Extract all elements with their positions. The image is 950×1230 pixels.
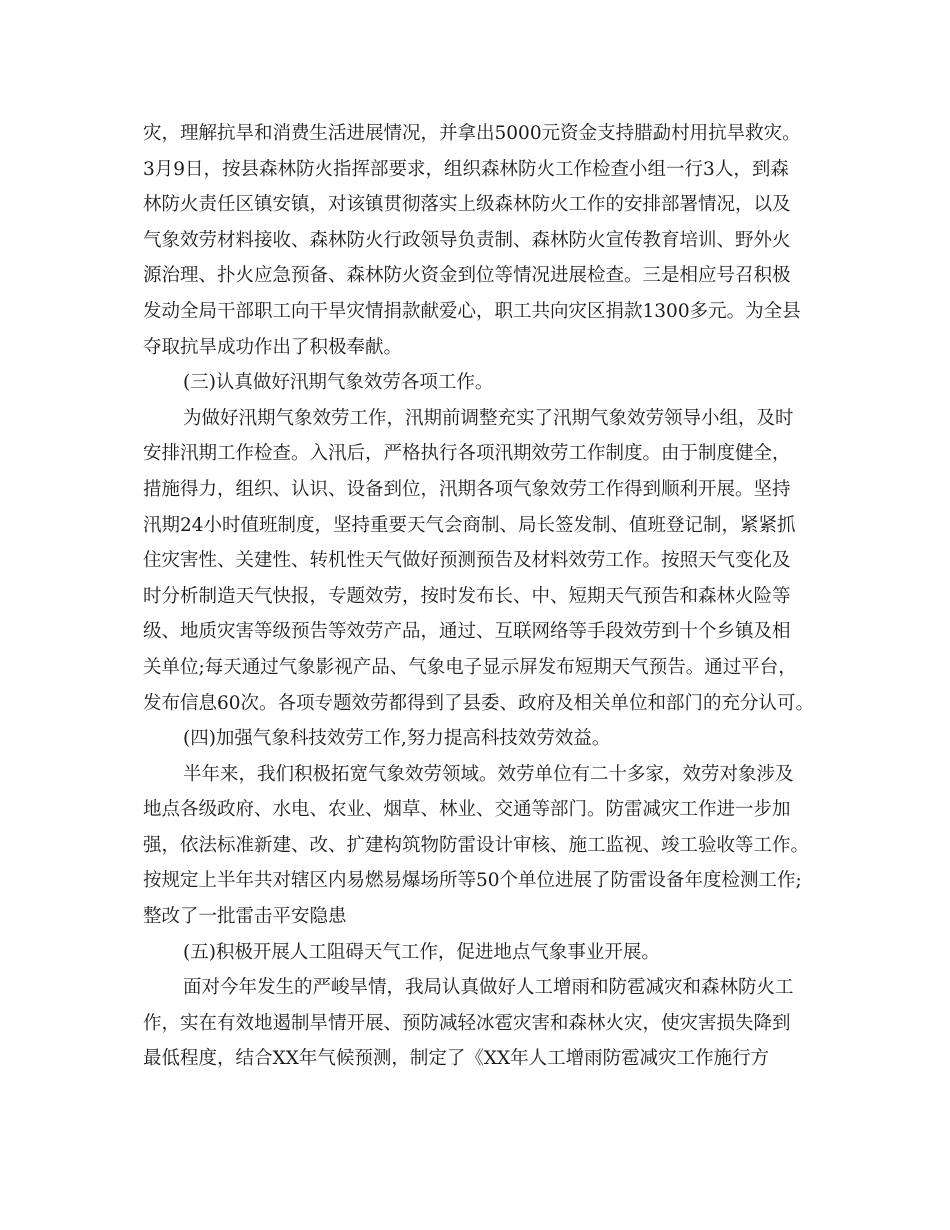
text-line: 汛期24小时值班制度，坚持重要天气会商制、局长签发制、值班登记制，紧紧抓: [143, 514, 796, 536]
text-line: 灾，理解抗旱和消费生活进展情况，并拿出5000元资金支持腊勐村用抗旱救灾。: [143, 123, 801, 144]
paragraph-first-line: (五)积极开展人工阻碍天气工作，促进地点气象事业开展。: [183, 941, 660, 963]
text-line: 发布信息60次。各项专题效劳都得到了县委、政府及相关单位和部门的充分认可。: [143, 692, 815, 714]
paragraph-first-line: 半年来，我们积极拓宽气象效劳领域。效劳单位有二十多家，效劳对象涉及: [183, 763, 794, 785]
text-line: 源治理、扑火应急预备、森林防火资金到位等情况进展检查。三是相应号召积极: [143, 265, 791, 287]
text-line: 林防火责任区镇安镇，对该镇贯彻落实上级森林防火工作的安排部署情况，以及: [143, 194, 791, 216]
text-line: 强，依法标准新建、改、扩建构筑物防雷设计审核、施工监视、竣工验收等工作。: [143, 834, 810, 856]
document-body: [143, 116, 828, 1077]
text-line: 关单位;每天通过气象影视产品、气象电子显示屏发布短期天气预告。通过平台，: [143, 656, 797, 678]
text-line: 整改了一批雷击平安隐患: [143, 906, 347, 928]
paragraph-first-line: 为做好汛期气象效劳工作，汛期前调整充实了汛期气象效劳领导小组，及时: [183, 407, 794, 429]
text-line: 住灾害性、关建性、转机性天气做好预测预告及材料效劳工作。按照天气变化及: [143, 550, 791, 572]
text-line: 3月9日，按县森林防火指挥部要求，组织森林防火工作检查小组一行3人，到森: [143, 158, 789, 180]
text-line: 按规定上半年共对辖区内易燃易爆场所等50个单位进展了防雷设备年度检测工作;: [143, 870, 802, 892]
text-line: 级、地质灾害等级预告等效劳产品，通过、互联网络等手段效劳到十个乡镇及相: [143, 621, 791, 643]
text-line: 气象效劳材料接收、森林防火行政领导负责制、森林防火宣传教育培训、野外火: [143, 229, 791, 251]
paragraph-first-line: 面对今年发生的严峻旱情，我局认真做好人工增雨和防雹减灾和森林防火工: [183, 977, 794, 999]
text-line: 夺取抗旱成功作出了积极奉献。: [143, 336, 403, 358]
paragraph-first-line: (三)认真做好汛期气象效劳各项工作。: [183, 372, 494, 394]
text-line: 最低程度，结合XX年气候预测，制定了《XX年人工增雨防雹减灾工作施行方: [143, 1048, 770, 1070]
text-line: 安排汛期工作检查。入汛后，严格执行各项汛期效劳工作制度。由于制度健全，: [143, 443, 791, 465]
text-line: 作，实在有效地遏制旱情开展、预防减轻冰雹灾害和森林火灾，使灾害损失降到: [143, 1012, 791, 1034]
text-line: 地点各级政府、水电、农业、烟草、林业、交通等部门。防雷减灾工作进一步加: [143, 799, 791, 821]
text-line: 措施得力，组织、认识、设备到位，汛期各项气象效劳工作得到顺利开展。坚持: [143, 478, 791, 500]
paragraph-first-line: (四)加强气象科技效劳工作,努力提高科技效劳效益。: [183, 728, 611, 750]
text-line: 发动全局干部职工向干旱灾情捐款献爱心，职工共向灾区捐款1300多元。为全县: [143, 300, 801, 322]
text-line: 时分析制造天气快报，专题效劳，按时发布长、中、短期天气预告和森林火险等: [143, 585, 791, 607]
